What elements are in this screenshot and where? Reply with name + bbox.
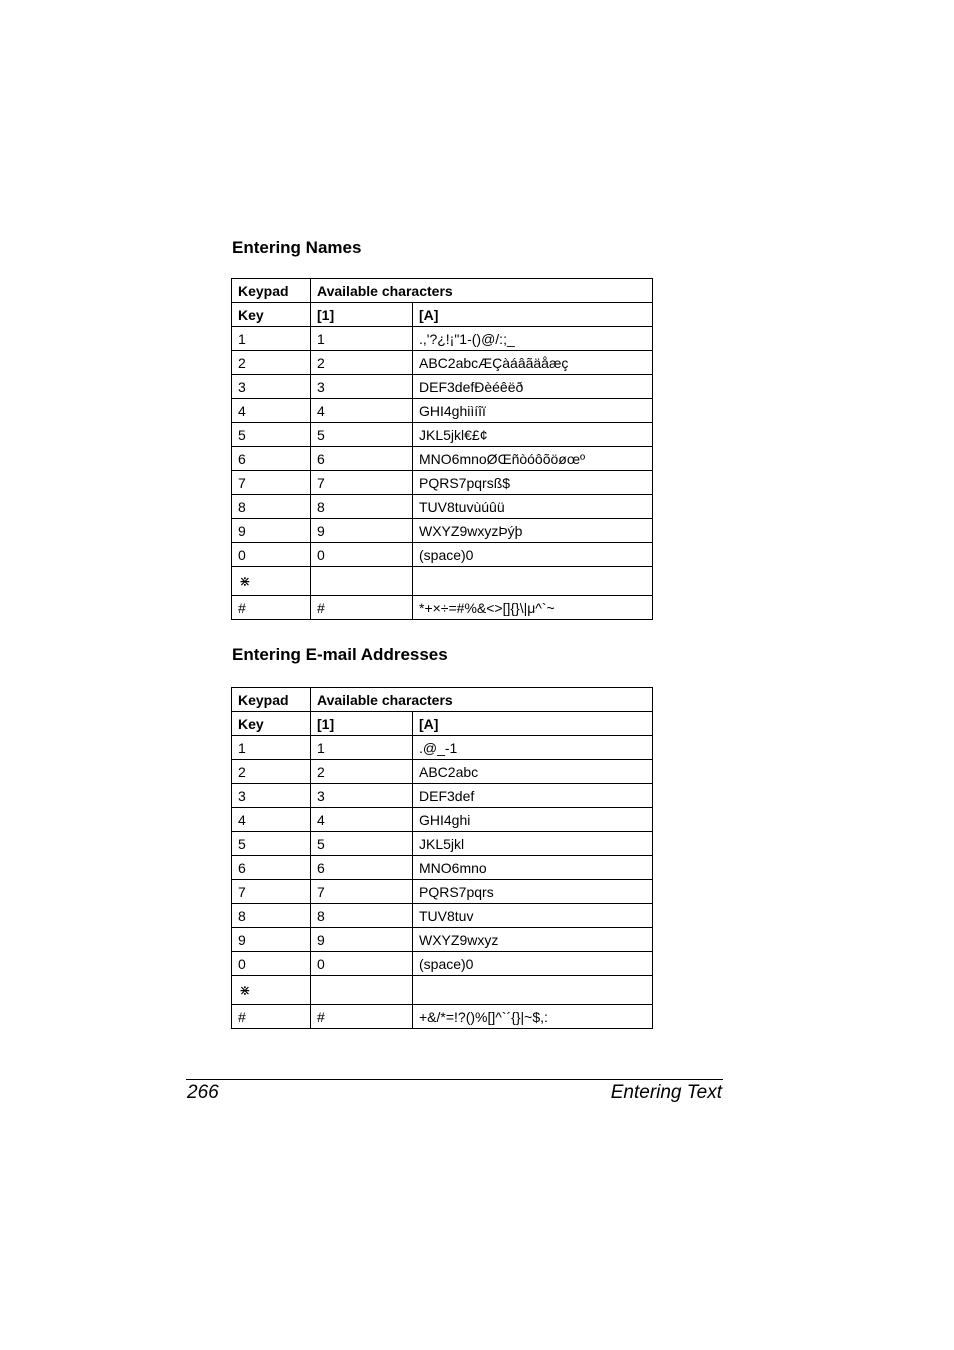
table-row xyxy=(232,856,653,880)
column-header-available-characters: Available characters xyxy=(311,279,653,303)
column-header-key: Key xyxy=(232,303,311,327)
table-row xyxy=(232,880,653,904)
key-cell: 3 xyxy=(232,784,311,808)
key-cell: 8 xyxy=(232,904,311,928)
mode-a-cell: ABC2abc xyxy=(413,760,653,784)
mode-1-cell: 4 xyxy=(311,399,413,423)
mode-a-cell: GHI4ghiìíîï xyxy=(413,399,653,423)
key-cell: 2 xyxy=(232,760,311,784)
key-cell: 9 xyxy=(232,519,311,543)
table-header-row xyxy=(232,279,653,303)
mode-a-cell: TUV8tuvùúûü xyxy=(413,495,653,519)
page-number: 266 xyxy=(187,1082,219,1103)
table-header-row xyxy=(232,688,653,712)
mode-a-cell: .@_-1 xyxy=(413,736,653,760)
table-row xyxy=(232,399,653,423)
mode-1-cell: 2 xyxy=(311,351,413,375)
table-row xyxy=(232,976,653,1005)
mode-1-cell: 1 xyxy=(311,736,413,760)
table-row xyxy=(232,351,653,375)
key-cell: 4 xyxy=(232,808,311,832)
key-cell: # xyxy=(232,1005,311,1029)
table-row xyxy=(232,543,653,567)
table-row xyxy=(232,784,653,808)
mode-1-cell: 8 xyxy=(311,495,413,519)
mode-a-cell: +&/*=!?()%[]^`´{}|~$,: xyxy=(413,1005,653,1029)
key-cell: 0 xyxy=(232,543,311,567)
mode-1-cell: # xyxy=(311,596,413,620)
mode-a-cell: DEF3def xyxy=(413,784,653,808)
table-subheader-row xyxy=(232,303,653,327)
column-header-mode-a: [A] xyxy=(413,712,653,736)
mode-1-cell: 6 xyxy=(311,856,413,880)
email-character-table xyxy=(231,687,653,1029)
table-row xyxy=(232,327,653,351)
mode-1-cell: 6 xyxy=(311,447,413,471)
column-header-available-characters: Available characters xyxy=(311,688,653,712)
mode-a-cell: (space)0 xyxy=(413,543,653,567)
table-row xyxy=(232,1005,653,1029)
key-cell: 5 xyxy=(232,832,311,856)
table-row xyxy=(232,904,653,928)
mode-1-cell: 1 xyxy=(311,327,413,351)
column-header-keypad: Keypad xyxy=(232,688,311,712)
table-subheader-row xyxy=(232,712,653,736)
mode-a-cell: TUV8tuv xyxy=(413,904,653,928)
table-row xyxy=(232,736,653,760)
key-cell: 7 xyxy=(232,471,311,495)
table-row xyxy=(232,447,653,471)
mode-1-cell: 8 xyxy=(311,904,413,928)
mode-1-cell: 4 xyxy=(311,808,413,832)
mode-1-cell xyxy=(311,976,413,1005)
mode-1-cell: 9 xyxy=(311,519,413,543)
table-row xyxy=(232,760,653,784)
table-row xyxy=(232,519,653,543)
names-character-table xyxy=(231,278,653,620)
table-row xyxy=(232,471,653,495)
table-row xyxy=(232,808,653,832)
table-row xyxy=(232,928,653,952)
mode-a-cell xyxy=(413,976,653,1005)
key-cell: 5 xyxy=(232,423,311,447)
key-cell: 9 xyxy=(232,928,311,952)
mode-1-cell: 0 xyxy=(311,543,413,567)
mode-1-cell: 9 xyxy=(311,928,413,952)
mode-a-cell: PQRS7pqrs xyxy=(413,880,653,904)
table-row xyxy=(232,423,653,447)
table-row xyxy=(232,596,653,620)
key-cell: 4 xyxy=(232,399,311,423)
mode-a-cell: DEF3defÐèéêëð xyxy=(413,375,653,399)
mode-1-cell xyxy=(311,567,413,596)
section-heading-entering-names: Entering Names xyxy=(232,238,362,257)
table-row xyxy=(232,495,653,519)
chapter-title: Entering Text xyxy=(610,1082,722,1103)
column-header-keypad: Keypad xyxy=(232,279,311,303)
column-header-mode-1: [1] xyxy=(311,712,413,736)
mode-1-cell: 5 xyxy=(311,423,413,447)
mode-a-cell: JKL5jkl€£¢ xyxy=(413,423,653,447)
mode-a-cell: GHI4ghi xyxy=(413,808,653,832)
key-cell: 6 xyxy=(232,447,311,471)
key-cell: 1 xyxy=(232,736,311,760)
mode-a-cell: ABC2abcÆÇàáâãäåæç xyxy=(413,351,653,375)
column-header-mode-1: [1] xyxy=(311,303,413,327)
table-row xyxy=(232,375,653,399)
key-cell xyxy=(232,976,311,1005)
key-cell: 0 xyxy=(232,952,311,976)
mode-a-cell: MNO6mnoØŒñòóôõöøœº xyxy=(413,447,653,471)
table-row xyxy=(232,567,653,596)
mode-a-cell xyxy=(413,567,653,596)
mode-1-cell: 5 xyxy=(311,832,413,856)
column-header-mode-a: [A] xyxy=(413,303,653,327)
mode-1-cell: 3 xyxy=(311,784,413,808)
mode-1-cell: 7 xyxy=(311,471,413,495)
key-cell: 7 xyxy=(232,880,311,904)
mode-1-cell: 0 xyxy=(311,952,413,976)
mode-a-cell: PQRS7pqrsß$ xyxy=(413,471,653,495)
mode-a-cell: WXYZ9wxyz xyxy=(413,928,653,952)
key-cell xyxy=(232,567,311,596)
key-cell: 2 xyxy=(232,351,311,375)
column-header-key: Key xyxy=(232,712,311,736)
mode-1-cell: 7 xyxy=(311,880,413,904)
key-cell: 3 xyxy=(232,375,311,399)
key-cell: 8 xyxy=(232,495,311,519)
key-cell: 6 xyxy=(232,856,311,880)
star-key-icon: ⋇ xyxy=(239,982,251,999)
mode-a-cell: JKL5jkl xyxy=(413,832,653,856)
star-key-icon: ⋇ xyxy=(239,573,251,590)
table-row xyxy=(232,832,653,856)
mode-1-cell: 2 xyxy=(311,760,413,784)
section-heading-entering-email: Entering E-mail Addresses xyxy=(232,645,448,664)
key-cell: 1 xyxy=(232,327,311,351)
mode-a-cell: (space)0 xyxy=(413,952,653,976)
mode-a-cell: WXYZ9wxyzÞýþ xyxy=(413,519,653,543)
mode-1-cell: # xyxy=(311,1005,413,1029)
key-cell: # xyxy=(232,596,311,620)
mode-a-cell: *+×÷=#%&<>[]{}\|μ^`~ xyxy=(413,596,653,620)
mode-a-cell: MNO6mno xyxy=(413,856,653,880)
footer-divider xyxy=(186,1079,723,1080)
table-row xyxy=(232,952,653,976)
mode-a-cell: .,'?¿!¡"1-()@/:;_ xyxy=(413,327,653,351)
mode-1-cell: 3 xyxy=(311,375,413,399)
